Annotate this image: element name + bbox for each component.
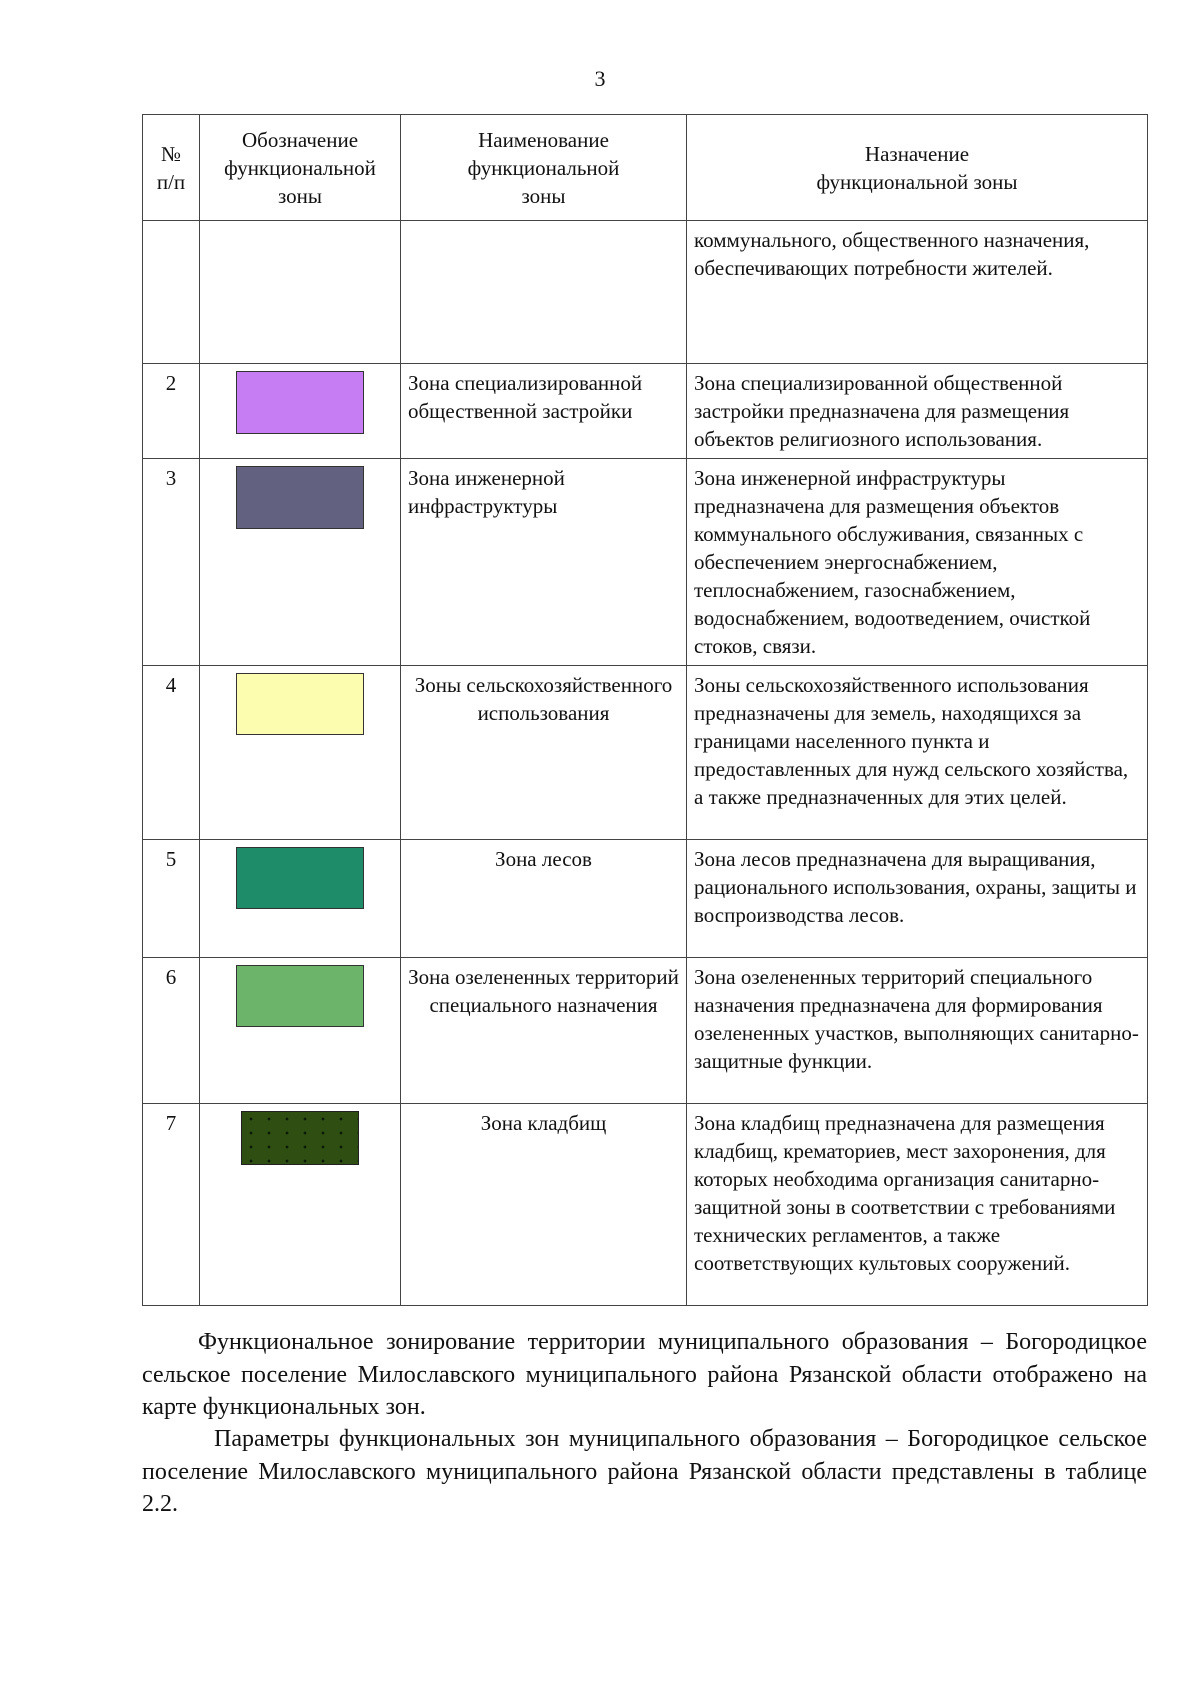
table-row	[143, 840, 1148, 958]
row-zone-purpose: Зоны сельскохозяйственного использования предназначены для земель, находящихся за границами населенного пункта и предоставленных для нужд сельского хозяйства, а также предназначенных для этих целей.	[687, 666, 1148, 840]
row-zone-purpose: Зона специализированной общественной застройки предназначена для размещения объектов религиозного использования.	[687, 364, 1148, 459]
row-zone-name: Зона инженерной инфраструктуры	[401, 459, 687, 666]
row-number: 5	[143, 840, 200, 958]
row-number	[143, 221, 200, 364]
row-zone-name: Зона озелененных территорий специального назначения	[401, 958, 687, 1104]
zone-color-swatch	[236, 673, 364, 735]
header-number: № п/п	[143, 115, 200, 221]
table-row	[143, 364, 1148, 459]
functional-zones-table	[142, 114, 1148, 1306]
row-number: 2	[143, 364, 200, 459]
row-zone-purpose: Зона кладбищ предназначена для размещения кладбищ, крематориев, мест захоронения, для которых необходима организация санитарно-защитной зоны в соответствии с требованиями технических регламентов, а также соответствующих культовых сооружений.	[687, 1104, 1148, 1306]
row-zone-name	[401, 221, 687, 364]
row-zone-name: Зона специализированной общественной застройки	[401, 364, 687, 459]
row-symbol	[200, 364, 401, 459]
zone-color-swatch	[236, 965, 364, 1027]
table-row	[143, 221, 1148, 364]
row-zone-name: Зоны сельскохозяйственного использования	[401, 666, 687, 840]
table-row	[143, 958, 1148, 1104]
row-symbol	[200, 1104, 401, 1306]
row-zone-purpose: Зона инженерной инфраструктуры предназначена для размещения объектов коммунального обслуживания, связанных с обеспечением энергоснабжением, теплоснабжением, газоснабжением, водоснабжением, водоотведением, очисткой стоков, связи.	[687, 459, 1148, 666]
row-zone-name: Зона лесов	[401, 840, 687, 958]
header-purpose: Назначение функциональной зоны	[687, 115, 1148, 221]
zone-parameters-paragraph: Параметры функциональных зон муниципального образования – Богородицкое сельское поселение Милославского муниципального района Рязанской области представлены в таблице 2.2.	[142, 1426, 1147, 1517]
table-row	[143, 1104, 1148, 1306]
row-symbol	[200, 666, 401, 840]
row-zone-purpose: Зона лесов предназначена для выращивания, рационального использования, охраны, защиты и воспроизводства лесов.	[687, 840, 1148, 958]
cemetery-hatch-swatch	[241, 1111, 359, 1165]
table-header-row	[143, 115, 1148, 221]
row-zone-purpose: коммунального, общественного назначения, обеспечивающих потребности жителей.	[687, 221, 1148, 364]
row-zone-name: Зона кладбищ	[401, 1104, 687, 1306]
zone-color-swatch	[236, 847, 364, 909]
header-symbol: Обозначение функциональной зоны	[200, 115, 401, 221]
row-symbol	[200, 840, 401, 958]
zone-color-swatch	[236, 466, 364, 529]
row-number: 6	[143, 958, 200, 1104]
zoning-map-paragraph: Функциональное зонирование территории муниципального образования – Богородицкое сельское поселение Милославского муниципального района Рязанской области отображено на карте функциональных зон.	[142, 1329, 1147, 1420]
header-name: Наименование функциональной зоны	[401, 115, 687, 221]
table-row	[143, 666, 1148, 840]
zone-color-swatch	[236, 371, 364, 434]
row-zone-purpose: Зона озелененных территорий специального назначения предназначена для формирования озелененных участков, выполняющих санитарно-защитные функции.	[687, 958, 1148, 1104]
table-row	[143, 459, 1148, 666]
row-number: 3	[143, 459, 200, 666]
row-symbol	[200, 221, 401, 364]
row-symbol	[200, 958, 401, 1104]
row-symbol	[200, 459, 401, 666]
page-number: 3	[594, 66, 606, 91]
row-number: 4	[143, 666, 200, 840]
row-number: 7	[143, 1104, 200, 1306]
